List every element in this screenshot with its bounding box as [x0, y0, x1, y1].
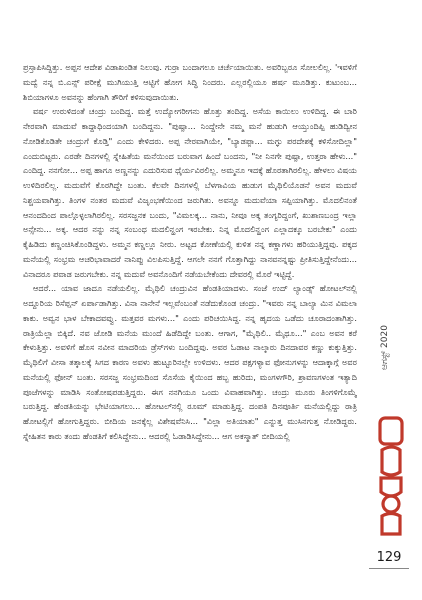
issue-date	[380, 325, 404, 410]
article-body	[23, 60, 357, 540]
issue-date-text: ಆಗಸ್ಟ್ 2020	[380, 325, 390, 370]
page-number: 129	[376, 550, 402, 565]
article-paragraph: ಆದರೆ... ಯಾವ ಜಾದೂ ನಡೆಯಲಿಲ್ಲ. ಮೈಥಿಲಿ ಚಂದ್ರುವಿನ ಹೆಂಡತಿಯಾದಳು. ಸಂಜೆ ಉದ್ ಲ್ಯಾಂಡ್ಸ್ ಹೋಟಲ್‍ನಲ್ಲಿ ಅದ್ದೂರಿಯ ರಿಸೆಪ್ಷನ್ ಏರ್ಪಾಡಾಗಿತ್ತು. ವಿನಾ ನಾನೇನೆ ಇಲ್ಲವೆಂಬಂತೆ ನಡೆದುಕೊಂಡ ಚಂದ್ರು. "ಇವರು ನನ್ನ ಬಾಲ್ಯಾ ಮಿನ ವಿಮಲಾ ಕಾಕು. ಅವ್ವನ ಭಾಳ ಬೇಕಾದವವ್ವು. ಮತ್ತವರ ಮಗಳು..." ಎಂದು ಪರಿಚಯಿಸಿದ್ದ. ನನ್ನ ಹೃದಯ ಒಡೆದು ಚೂರಾದಂತಾಗಿತ್ತು. ರಾತ್ರಿಯೆಲ್ಲಾ ಬಿಕ್ಕಿದೆ. ನವ ಜೋಡಿ ಮನೆಯ ಮುಂದೆ ಹಿಡೆದಿದ್ದೇ ಬಂತು. ಆಗಾಗ, "ಮೈಥಿಲಿ.. ಮೈಥೂ..." ಎಂಬ ಅವನ ಕರೆ ಕೇಳುತ್ತಿತ್ತು. ಅವಳಿಗೆ ಹೊಸ ನವೀನ ಮಾದರಿಯ ಡ್ರೆಸ್‌ಗಳು ಬಂದಿದ್ದವು. ಅವರ ಓಡಾಟ ನಾಲ್ಕಾರು ದಿನದಾವರ ಕಣ್ಣು ಕುಕ್ಕುತ್ತಿತ್ತು. ಮೈಥಿಲಿಗೆ ವೀಸಾ ತತ್ಕಾಲಕ್ಕೆ ಸಿಗದ ಕಾರಣ ಅವಳು ಹುಟ್ಟೂರಿನಲ್ಲೇ ಉಳಿದಳು. ಆದರ ಪಕ್ಷಗಳ್ಯಾವ ಫೋನುಗಳನ್ನು ಆದಾಕ್ಕಾಗ್ಗೆ ಅವರ ಮನೆಯಲ್ಲಿ ಫೋನ್ ಬಂತು. ಸರಸಜ್ಜ ಸಂಭ್ರಮದಿಂದ ಸೊಸೆಯ ಕೈಯಿಂದ ಹಬ್ಬ ಹುರಿದು, ಮಂಗಳಗೌರಿ, ಶ್ರಾವಣಗಳಂತ ಇತ್ಯಾದಿ ಪೂಜೆಗಳನ್ನು ಮಾಡಿಸಿ ಸಂತೋಷಪಡುತ್ತಿದ್ದರು. ಈಗ ನನಗಿಯೂ ಒಂದು ವಿವಾಹವಾಗಿತ್ತು. ಚಂದ್ರು ಮೂರು ತಿಂಗಳಿಗೊಮ್ಮೆ ಬರುತ್ತಿದ್ದ. ಹೆಂಡತಿಯನ್ನು ಭೇಟಿಯಾಗಲು... ಹೋಟಲ್‍ನಲ್ಲಿ ರೂಮ್ ಮಾಡುತ್ತಿದ್ದ. ದಂಪತಿ ದಿನಪೂರ್ತಿ ಮನೆಯಲ್ಲಿದ್ದು ರಾತ್ರಿ ಹೋಟಲ್ಲಿಗೆ ಹೋಗುತ್ತಿದ್ದರು. ಬೀದಿಯ ಜನಕ್ಕೆಲ್ಲ ವಿಶೇಷವೆನಿಸಿ... "ವಿಲ್ಲಾ ಅತಿಯಾತು" ಎನ್ನುತ್ತ ಮುಸಿನಗುತ್ತ ನೋಡಿದ್ದರು. ಸ್ನೇಹಿತನ ಕಾರು ತಂದು ಹೆಂಡತಿಗೆ ಕಲಿಸಿದ್ದೇನು... ಆದರಲ್ಲಿ ಓಡಾಡಿಸಿದ್ದೇನು... ಆಗ ಅಕಸ್ಮಾತ್ ಬೀದಿಯಲ್ಲಿ	[23, 283, 357, 441]
magazine-logo	[376, 416, 406, 538]
page-number-rule	[369, 568, 409, 569]
article-paragraph: ವರ್ಷ ಉರುಳಿದಂತೆ ಚಂದ್ರು ಬಂದಿದ್ದ. ಮತ್ತೆ ಉದ್ಯೋಗರೀಗನು ಹೊತ್ತು ತಂದಿದ್ದ. ಅಸೆಯ ಕಾಯಿಲು ಉಳಿದಿದ್ದ. ಈ ಬಾರಿ ನೇರವಾಗಿ ಮಾದುವೆ ಕಾದ್ದಾಧಿಂದಯಾಗಿ ಬಂದಿದ್ದನು. "ಪುಷ್ಪಾ... ನಿಂದ್ದೇನೇ ನಮ್ಮ ಮನೆ ಹುಡುಗಿ ಆಯ್ತುಂದಿಪ್ಪಿ ಹುಡಿದ್ವೀನ ನೋಡಿಕೊಡಿತೇ ಚಂದ್ರುಗೆ ಕೊಡ್ತಿ" ಎಂದು ಕೇಳಿದರು. ಅಪ್ಪ ನೇರವಾಗಿಯೇ, "ಬ್ಯಾಡಪ್ಪಾ... ಮಗ್ಳು ಪರದೇಶಕ್ಕೆ ಕಳಿಸೋದಿಲ್ಲಾ" ಎಂದುಬಿಟ್ಟರು. ಎರಡೇ ದಿನಗಳಲ್ಲಿ ಸ್ನೇಹಿತೆಯ ಮನೆಯಿಂದ ಬರುವಾಗ ಹಿಂದೆ ಬಂದನು, "ನೀ ನಿನಗೇ ಪುಷ್ಪಾ, ಉತ್ತರಾ ಹೇಳು..." ಎಂದಿದ್ದ. ನನಗೋ... ಅಪ್ಪ ಹಾಗೂ ಅಣ್ಣನನ್ನು ಎದುರಿಸುವ ಧೈರ್ಯವಿರಲಿಲ್ಲ. ಅಮ್ಮನೂ ಇದಕ್ಕೆ ಹೊರತಾಗಿರಲಿಲ್ಲ. ಹೇಳಲು ವಿಷಯ ಉಳಿದಿರಲಿಲ್ಲ. ಮದುವೆಗೆ ಕೊರಗಿದ್ದೇ ಬಂತು. ಕೆಲವೇ ದಿನಗಳಲ್ಲಿ ಬೆಳಗಾವಿಯ ಹುಡುಗ ಮೈಥಿಲಿಯೊಡನೆ ಅವನ ಮದುವೆ ನಿಶ್ಚಯವಾಗಿತ್ತು. ತಿಂಗಳ ನಂತರ ಮದುವೆ ವಿಜೃಂಭಣೆಯಿಂದ ಜರುಗಿತು. ಅವನ್ನೂ ಮದುವೆಯಾ ಸಪ್ಪಿಯಾಗಿತ್ತು. ಮೊದಲಿನಂತೆ ಆನಂದದಿಂದ ಪಾಲ್ಗೊಳ್ಳಲಾಗಿರಲಿಲ್ಲ. ಸರಸಜ್ಜನಕ ಬಂದು, "ವಿಮಲಕ್ಕ... ನಾನು, ನೀವೂ ಅಕ್ಕ ತಂಗ್ಯರಿದ್ದಂಗೆ, ಖುಶಾಣಬಂದ್ರ ಇಲ್ಲಾ ಅನ್ಸೇನು... ಅಕ್ಕ. ಆದರ ನನ್ನು ನನ್ನ ಸಂಬಂಧ ಮದಲಿನ್ಹಂಗ ಇರಬೇಕು. ನಿನ್ನ ಮೊದಲಿನ್ಹಂಗ ಎಲ್ಲಾದಕ್ಕೂ ಬರಬೇಕು" ಎಂದು ಕೈಹಿಡಿದು ಕಣ್ಣಂಚಿಸಿಕೊಂಡಿದ್ದಳು. ಅಮ್ಮನ ಕಣ್ಣಲ್ಲೂ ನೀರು. ಅಟ್ಟದ ಕೋಣೆಯಲ್ಲಿ ಕುಳಿತ ನನ್ನ ಕಣ್ಣಾಗಳು ಹರಿಯುತ್ತಿದ್ದವು. ಪಕ್ಕದ ಮನೆಯಲ್ಲಿ ಸಂಭ್ರಮ ಆಚರಿಭಾವಾದರೆ ನಾನಿಪ್ಪು ವಿಲಪಿಸುತ್ತಿದ್ದೆ. ಆಗಲೇ ನನಗೆ ಗೊತ್ತಾಗಿದ್ದು ನಾನವನನ್ನಷ್ಟು ಪ್ರೀತಿಸುತ್ತಿದ್ದೇನೆಂದು... ವಿನಾದರೂ ಪವಾಡ ಜರುಗಬೇಕು. ನನ್ನ ಮದುವೆ ಅವನೊಂದಿಗೆ ನಡೆಯಬೇಕೆಂದು ದೇವರಲ್ಲಿ ಮೊರೆ ಇಟ್ಟಿದ್ದೆ.	[23, 106, 357, 279]
article-paragraph: ಪ್ರಸ್ತಾಪಿಸಿದ್ದಿತ್ತು. ಅಪ್ಪನ ಆದೇಶ ವಿಡಾಖಂಡಿತ ನಿಲುವು. ಗುರ್ರಾ ಬಂದಾಗಲೂ ಚರ್ಚೆಯಾಯಿತು. ಅವರಿಬ್ಬರೂ ಸೋಲಲಿಲ್ಲ. 'ಇವಳಿಗೆ ಮದ್ವೆ ನನ್ನ ಬಿ.ಎನ್ಸ್ ಪರೀಕ್ಷೆ ಮುಗಿಯುತ್ತಿ ಆಟ್ಟಿಗೆ ಹೋಗ ಸಿದ್ಧಿ ನಿಂದರು. ಎಲ್ಲರಲ್ಲಿಯೂ ಹರ್ಷ ಮೂಡಿತ್ತು. ಕುಟುಂಬ... ಶಿಬಿಯಾಗಳೂ ಅವನನ್ನು ಹೆಂಗಾಗಿ ತೌರಿಗೆ ಕಳಿಸುವುದಾಯಿತು.	[23, 62, 357, 102]
